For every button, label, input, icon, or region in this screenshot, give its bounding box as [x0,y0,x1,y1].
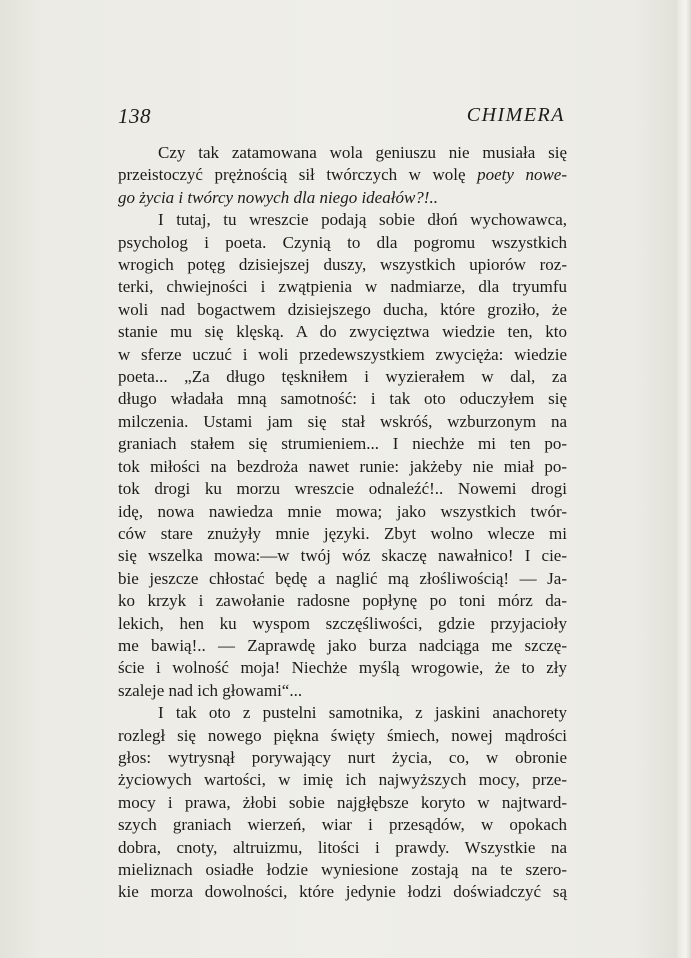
text-segment: terki, chwiejności i zwątpienia w nadmiarze, dla tryumfu [118,277,567,297]
text-segment: woli nad bogactwem dzisiejszego ducha, które groziło, że [118,299,567,319]
text-line [118,254,567,276]
text-line [118,725,567,747]
text-segment: bie jeszcze chłostać będę a naglić mą złośliwością! — Ja- [118,568,567,588]
text-line [118,680,567,702]
text-line [118,837,567,859]
text-line [118,545,567,567]
text-segment: psycholog i poeta. Czynią to dla pogromu wszystkich [118,232,567,252]
text-line [118,456,567,478]
text-segment: kie morza dowolności, które jedynie łodzi doświadczyć są [118,882,567,902]
text-segment: Czy tak zatamowana wola geniuszu nie musiała się [158,143,567,162]
italic-segment: poety nowe- [477,165,567,185]
text-segment: ście i wolność moja! Niechże myślą wrogowie, że to zły [118,658,567,678]
text-line [118,523,567,545]
text-line [118,792,567,814]
text-line [118,388,567,410]
text-segment: me bawią!.. — Zaprawdę jako burza nadciąga me szczę- [118,635,567,655]
text-line [118,164,567,186]
page-header [118,104,565,130]
text-segment: wrogich potęg dzisiejszej duszy, wszystkich upiorów roz- [118,255,567,275]
text-line [118,411,567,433]
text-line [118,478,567,500]
text-segment: lekich, hen ku wyspom szczęśliwości, gdzie przyjacioły [118,613,567,633]
text-segment: tok drogi ku morzu wreszcie odnaleźć!.. Nowemi drogi [118,479,567,499]
text-line [118,881,567,903]
text-segment: I tutaj, tu wreszcie podają sobie dłoń wychowawca, [158,210,567,230]
text-line [118,747,567,769]
text-line [118,568,567,590]
text-line [118,769,567,791]
page-edge [677,0,691,958]
text-line [118,590,567,612]
text-line [118,657,567,679]
running-title: CHIMERA [466,104,565,126]
text-segment: dobra, cnoty, altruizmu, litości i prawdy. Wszystkie na [118,837,567,857]
text-line [118,859,567,881]
text-line [118,321,567,343]
text-segment: długo władała mną samotność: i tak oto oduczyłem się [118,389,567,409]
text-line [118,702,567,724]
text-line [118,187,567,209]
text-segment: ców stare znużyły mnie języki. Zbyt wolno wlecze mi [118,523,567,543]
text-segment: w sferze uczuć i woli przedewszystkiem zwycięża: wiedzie [118,344,567,364]
text-segment: życiowych wartości, w imię ich najwyższych mocy, prze- [118,770,567,790]
text-line [118,209,567,231]
text-segment: szaleje nad ich głowami“... [118,680,303,700]
text-segment: przeistoczyć prężnością sił twórczych w wolę [118,165,478,185]
text-segment: głos: wytrysnął porywający nurt życia, co, w obronie [118,747,567,767]
text-segment: I tak oto z pustelni samotnika, z jaskini anachorety [158,703,567,723]
text-line [118,613,567,635]
text-segment: się wszelka mowa:—w twój wóz skaczę nawałnico! I cie- [118,546,567,566]
text-segment: stanie mu się klęską. A do zwycięztwa wiedzie ten, kto [118,322,567,342]
text-line [118,232,567,254]
text-segment: poeta... „Za długo tęskniłem i wyzierałem w dal, za [118,367,567,387]
italic-segment: go życia i twórcy nowych dla niego ideałów?!.. [118,187,438,207]
text-line [118,142,567,164]
text-segment: tok miłości na bezdroża nawet runie: jakżeby nie miał po- [118,456,567,476]
text-segment: ko krzyk i zawołanie radosne popłynę po toni mórz da- [118,591,567,611]
text-segment: szych graniach wierzeń, wiar i przesądów, w opokach [118,815,567,835]
text-segment: graniach stałem się strumieniem... I niechże mi ten po- [118,434,567,454]
text-line [118,501,567,523]
text-segment: milczenia. Ustami jam się stał wskróś, wzburzonym na [118,411,567,431]
text-segment: idę, nowa nawiedza mnie mowa; jako wszystkich twór- [118,501,567,521]
text-line [118,635,567,657]
text-line [118,433,567,455]
text-line [118,366,567,388]
text-line [118,344,567,366]
page-number: 138 [118,104,151,128]
text-line [118,276,567,298]
text-line [118,814,567,836]
text-segment: rozległ się nowego piękna święty śmiech, nowej mądrości [118,725,567,745]
body-text [118,142,567,904]
text-line [118,299,567,321]
text-segment: mocy i prawa, żłobi sobie najgłębsze koryto w najtward- [118,792,567,812]
text-segment: mieliznach osiadłe łodzie wyniesione zostają na te szero- [118,860,567,879]
